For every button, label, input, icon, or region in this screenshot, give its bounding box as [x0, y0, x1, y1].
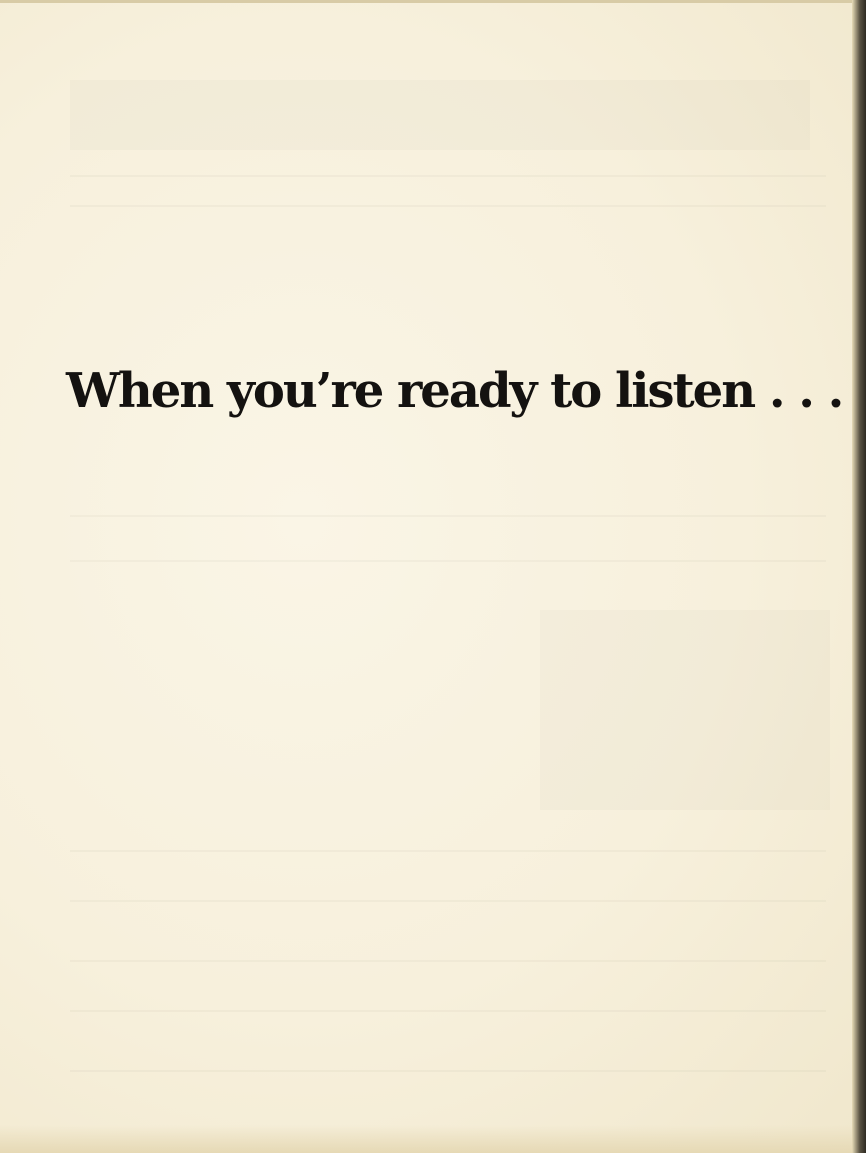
bleed-through-line: [70, 900, 826, 902]
page-bottom-edge: [0, 1125, 866, 1153]
bleed-through-line: [70, 515, 826, 517]
bleed-through-line: [70, 1010, 826, 1012]
bleed-through-line: [70, 1070, 826, 1072]
bleed-through-line: [70, 205, 826, 207]
bleed-through-line: [70, 960, 826, 962]
bleed-through-ad-block: [540, 610, 830, 810]
page-binding-edge: [852, 0, 866, 1153]
bleed-through-header: [70, 80, 810, 150]
bleed-through-line: [70, 850, 826, 852]
bleed-through-line: [70, 175, 826, 177]
bleed-through-line: [70, 560, 826, 562]
page-top-edge: [0, 0, 866, 3]
page-headline: When you’re ready to listen . . .: [66, 363, 843, 419]
